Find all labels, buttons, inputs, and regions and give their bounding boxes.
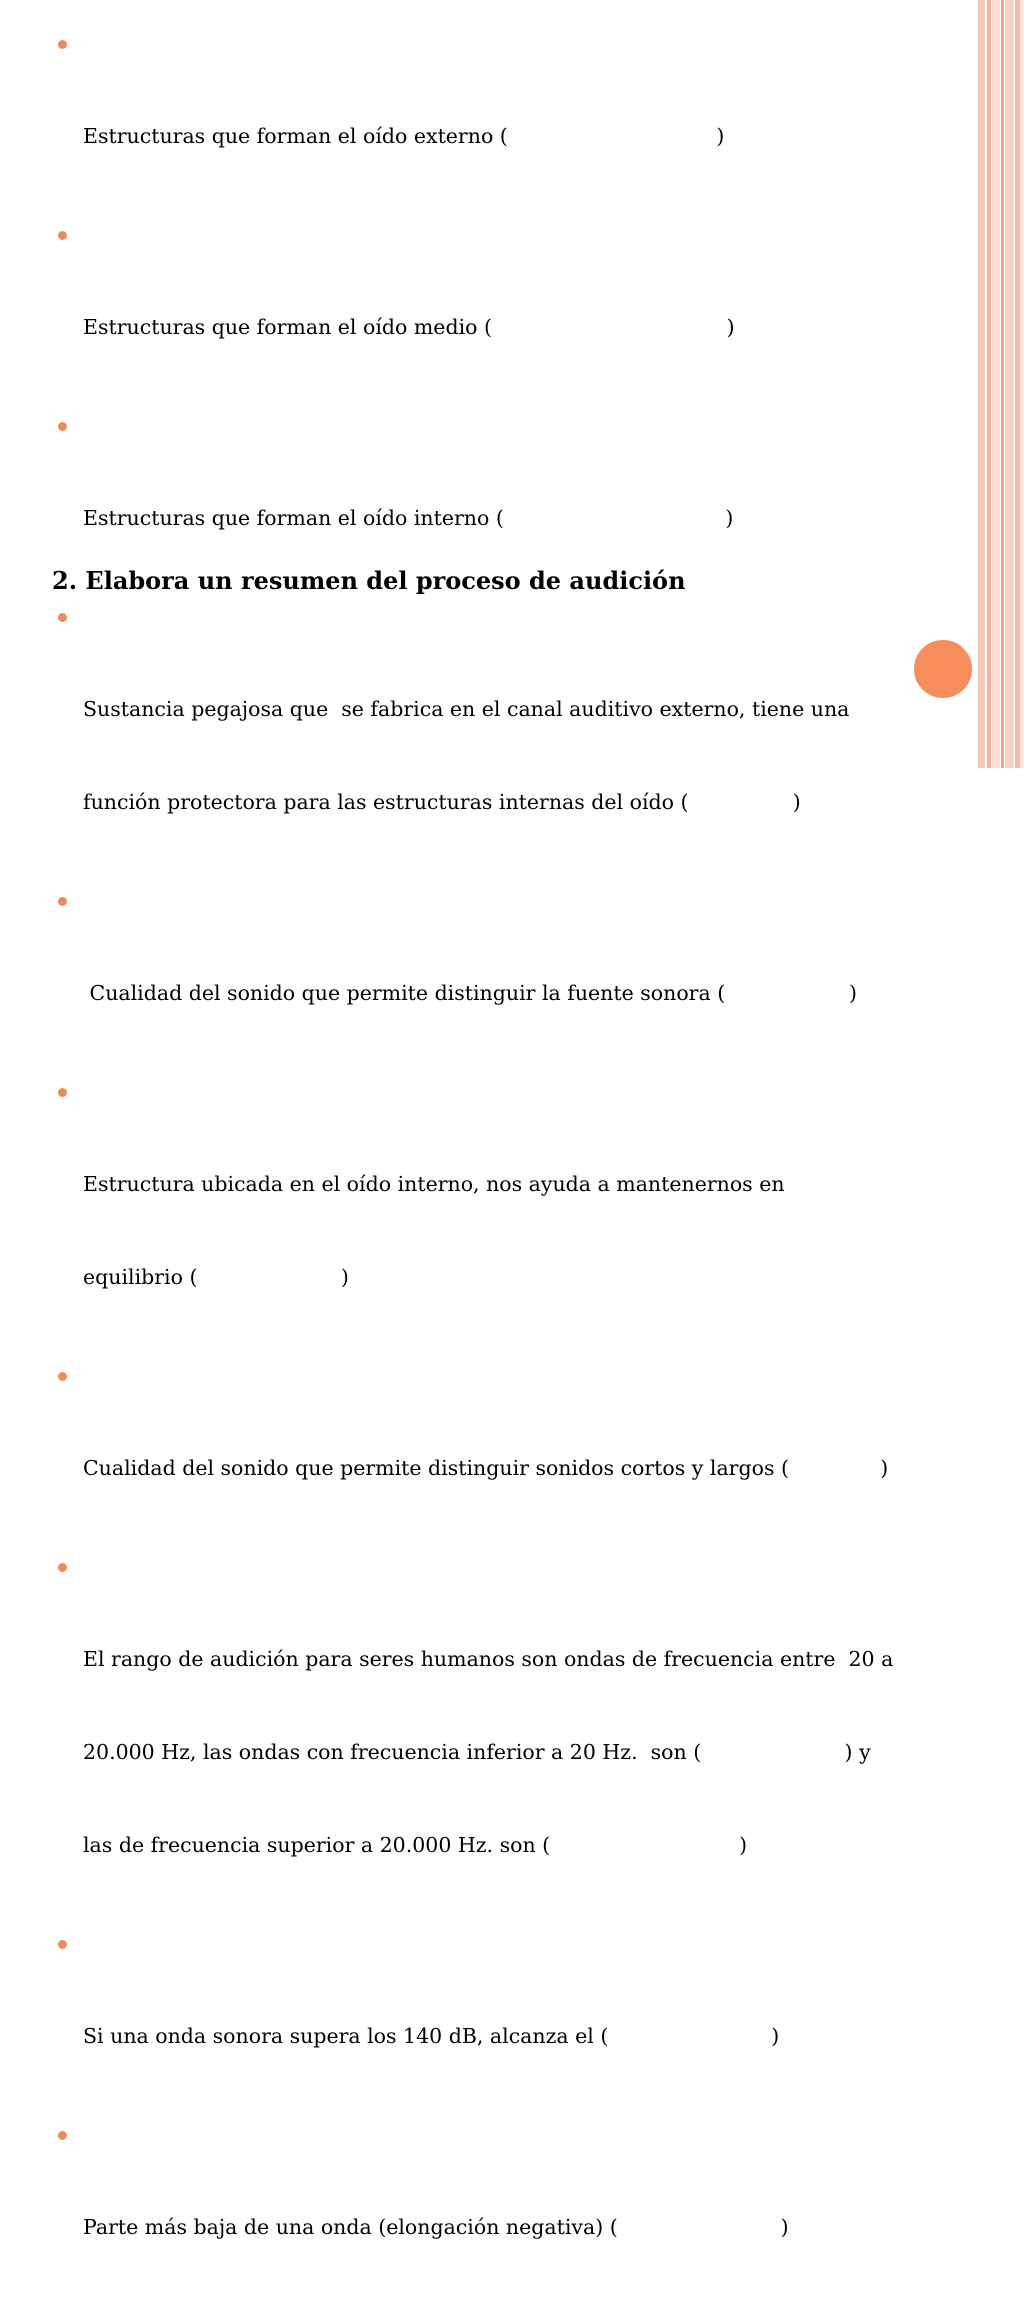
list-item-text: Cualidad del sonido que permite distinguir la fuente sonora ( ) — [83, 981, 858, 1005]
list-item — [58, 28, 998, 214]
list-item — [58, 1360, 998, 1546]
list-item-text: Si una onda sonora supera los 140 dB, alcanza el ( ) — [83, 2024, 780, 2048]
bullet-dot-icon — [58, 1940, 67, 1949]
list-item — [58, 601, 998, 880]
list-item-text: Cualidad del sonido que permite distinguir sonidos cortos y largos ( ) — [83, 1456, 889, 1480]
list-item — [58, 885, 998, 1071]
orange-circle-icon — [912, 638, 974, 700]
list-item-text: El rango de audición para seres humanos son ondas de frecuencia entre 20 a — [83, 1647, 894, 1671]
list-item-text: las de frecuencia superior a 20.000 Hz. son ( ) — [83, 1833, 748, 1857]
list-item-text: Estructura ubicada en el oído interno, nos ayuda a mantenernos en — [83, 1172, 785, 1196]
list-item — [58, 1928, 998, 2114]
question-list — [58, 28, 998, 2310]
bullet-dot-icon — [58, 231, 67, 240]
list-item-text: Estructuras que forman el oído externo ( ) — [83, 124, 725, 148]
list-item-text: Sustancia pegajosa que se fabrica en el canal auditivo externo, tiene una — [83, 697, 850, 721]
decorative-stripe — [1020, 0, 1024, 768]
list-item-text: Estructuras que forman el oído medio ( ) — [83, 315, 735, 339]
bullet-dot-icon — [58, 1088, 67, 1097]
bullet-dot-icon — [58, 613, 67, 622]
list-item — [58, 2119, 998, 2305]
list-item-text: función protectora para las estructuras internas del oído ( ) — [83, 790, 801, 814]
list-item — [58, 1551, 998, 1923]
bullet-dot-icon — [58, 897, 67, 906]
list-item-text: Parte más baja de una onda (elongación negativa) ( ) — [83, 2215, 789, 2239]
bullet-dot-icon — [58, 40, 67, 49]
bullet-dot-icon — [58, 1563, 67, 1572]
list-item-text: Estructuras que forman el oído interno ( ) — [83, 506, 734, 530]
bullet-dot-icon — [58, 422, 67, 431]
section-heading: 2. Elabora un resumen del proceso de audición — [52, 566, 686, 595]
decorative-stripe — [1005, 0, 1014, 768]
bullet-dot-icon — [58, 2131, 67, 2140]
list-item-text: equilibrio ( ) — [83, 1265, 349, 1289]
list-item — [58, 219, 998, 405]
decorative-stripe — [1001, 0, 1004, 768]
list-item-text: 20.000 Hz, las ondas con frecuencia inferior a 20 Hz. son ( ) y — [83, 1740, 871, 1764]
bullet-dot-icon — [58, 1372, 67, 1381]
list-item — [58, 1076, 998, 1355]
